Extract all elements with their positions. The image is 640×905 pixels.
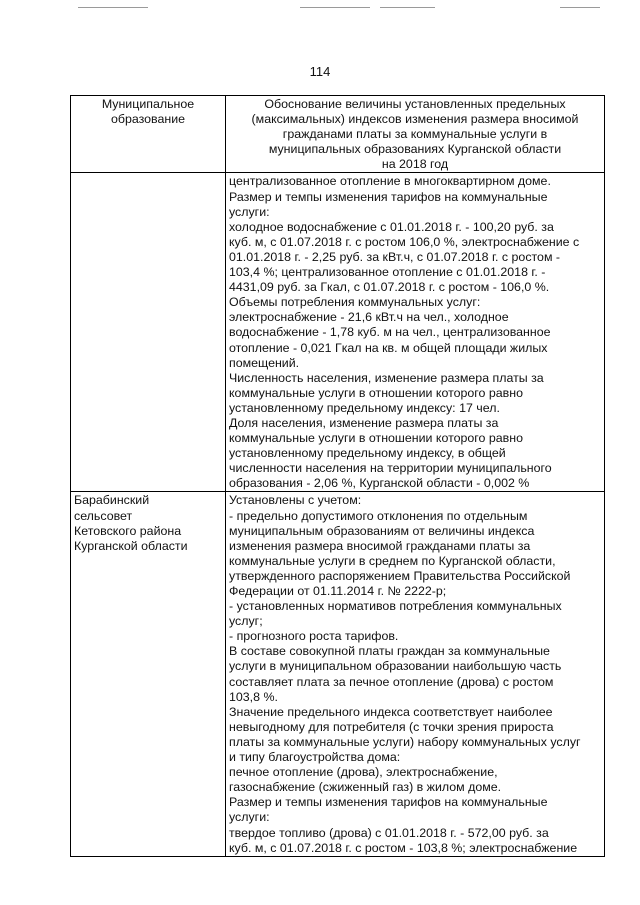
text-line: коммунальные услуги в среднем по Курганской области, [229,553,556,568]
text-line: печное отопление (дрова), электроснабжение, [229,765,498,780]
text-line: составляет плата за печное отопление (дрова) с ростом [229,674,554,689]
scan-artifact-line [300,7,370,8]
text-line: - предельно допустимого отклонения по отдельным [229,508,528,523]
header-line: Обоснование величины установленных предельных [264,97,566,111]
text-line: образования - 2,06 %, Курганской области - 0,002 % [229,476,530,491]
header-line: гражданами платы за коммунальные услуги в [282,127,548,142]
text-line: - прогнозного роста тарифов. [229,629,399,644]
header-line: муниципальных образованиях Курганской области [268,142,562,157]
tariff-justification-table [70,95,605,857]
text-line: Объемы потребления коммунальных услуг: [229,295,481,310]
text-line: 01.01.2018 г. - 2,25 руб. за кВт.ч, с 01.07.2018 г. с ростом - [229,249,561,264]
text-line: Доля населения, изменение размера платы за [229,415,499,430]
header-line: на 2018 год [381,157,449,172]
text-line: куб. м, с 01.07.2018 г. с ростом 106,0 %, электроснабжение с [229,234,580,249]
municipality-cell [71,492,226,856]
scan-artifact-line [78,7,148,8]
text-line: газоснабжение (сжиженный газ) в жилом доме. [229,780,502,795]
text-line: централизованное отопление в многоквартирном доме. [229,174,551,189]
text-line: Федерации от 01.11.2014 г. № 2222-р; [229,584,447,598]
municipality-line: Курганской области [74,538,188,553]
header-justification [226,96,605,173]
municipality-line: Барабинский [74,493,150,508]
text-line: В составе совокупной платы граждан за коммунальные [229,644,550,659]
municipality-line: сельсовет [74,508,133,523]
text-line: Размер и темпы изменения тарифов на коммунальные [229,189,548,204]
text-line: Численность населения, изменение размера платы за [229,370,544,385]
text-line: утвержденного распоряжением Правительства Российской [229,568,571,583]
table-header-row [71,96,605,173]
text-line: численности населения на территории муниципального [229,461,552,476]
text-line: платы за коммунальные услуги) набору коммунальных услуг [229,734,581,749]
text-line: водоснабжение - 1,78 куб. м на чел., централизованное [229,325,551,340]
header-line: Муниципальное [101,97,195,111]
justification-cell [226,492,605,856]
text-line: услуги: [229,204,270,219]
text-line: установленному предельному индексу: 17 чел. [229,400,500,415]
text-line: Размер и темпы изменения тарифов на коммунальные [229,795,548,810]
text-line: установленному предельному индексу, в общей [229,446,506,461]
header-line: образование [110,112,186,127]
justification-cell [226,173,605,492]
text-line: коммунальные услуги в отношении которого равно [229,431,523,446]
page-number: 114 [309,64,331,79]
text-line: куб. м, с 01.07.2018 г. с ростом - 103,8 %; электроснабжение [229,840,578,855]
table-row [71,173,605,492]
text-line: и типу благоустройства дома: [229,750,401,765]
header-line: (максимальных) индексов изменения размера вносимой [251,112,579,127]
text-line: коммунальные услуги в отношении которого равно [229,385,523,400]
municipality-cell [71,173,226,492]
text-line: услуг; [229,614,263,629]
text-line: - установленных нормативов потребления коммунальных [229,599,562,614]
municipality-line: Кетовского района [74,523,182,538]
text-line: отопление - 0,021 Гкал на кв. м общей площади жилых [229,340,548,355]
text-line: Установлены с учетом: [229,493,362,508]
text-line: твердое топливо (дрова) с 01.01.2018 г. - 572,00 руб. за [229,825,549,840]
text-line: услуги в муниципальном образовании наибольшую часть [229,659,562,674]
text-line: 103,8 %. [229,689,278,704]
text-line: холодное водоснабжение с 01.01.2018 г. - 100,20 руб. за [229,219,554,234]
text-line: 4431,09 руб. за Гкал, с 01.07.2018 г. с ростом - 106,0 %. [229,280,550,295]
scan-artifact-line [380,7,435,8]
text-line: услуги: [229,810,270,825]
text-line: муниципальным образованиям от величины индекса [229,523,535,538]
scan-artifact-line [560,7,600,8]
table-row [71,492,605,856]
text-line: Значение предельного индекса соответствует наиболее [229,704,553,719]
text-line: невыгодному для потребителя (с точки зрения прироста [229,719,554,734]
text-line: изменения размера вносимой гражданами платы за [229,538,531,553]
text-line: помещений. [229,355,300,370]
text-line: 103,4 %; централизованное отопление с 01.01.2018 г. - [229,265,546,280]
header-municipality [71,96,226,173]
text-line: электроснабжение - 21,6 кВт.ч на чел., холодное [229,310,509,325]
